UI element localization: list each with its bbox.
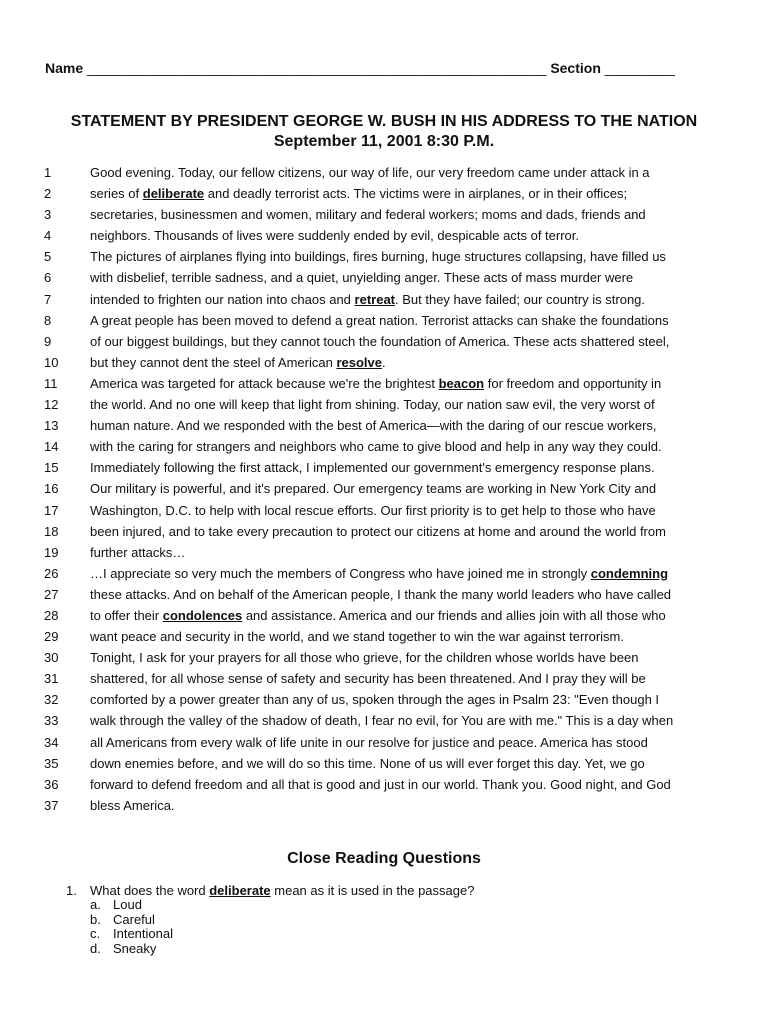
- vocab-word: condemning: [590, 565, 669, 581]
- text-segment: Tonight, I ask for your prayers for all those who grieve, for the children whose worlds have been: [90, 650, 639, 666]
- text-segment: but they cannot dent the steel of American: [90, 354, 337, 370]
- passage-line: [0, 795, 768, 816]
- passage-line: [0, 373, 768, 394]
- numbered-passage: [0, 162, 768, 816]
- passage-line: [0, 647, 768, 668]
- text-segment: with disbelief, terrible sadness, and a quiet, unyielding anger. These acts of mass murder were: [90, 270, 634, 286]
- line-number: 33: [44, 713, 59, 729]
- line-text: [90, 183, 627, 204]
- text-segment: intended to frighten our nation into chaos and: [90, 291, 355, 307]
- passage-line: [0, 415, 768, 436]
- vocab-word: beacon: [438, 375, 485, 391]
- line-number: 17: [44, 502, 59, 518]
- passage-line: [0, 394, 768, 415]
- text-segment: shattered, for all whose sense of safety and security has been threatened. And I pray they will be: [90, 671, 646, 687]
- line-number: 15: [44, 460, 59, 476]
- passage-line: [0, 162, 768, 183]
- text-segment: …I appreciate so very much the members of Congress who have joined me in strongly: [90, 565, 591, 581]
- text-segment: to offer their: [90, 607, 163, 623]
- passage-line: [0, 584, 768, 605]
- line-text: [90, 689, 659, 710]
- passage-line: [0, 689, 768, 710]
- text-segment: walk through the valley of the shadow of death, I fear no evil, for You are with me." This is a day when: [90, 713, 674, 729]
- passage-line: [0, 225, 768, 246]
- question-vocab-word: deliberate: [209, 883, 271, 898]
- option-text: Intentional: [113, 926, 173, 941]
- line-text: [90, 605, 666, 626]
- line-number: 19: [44, 544, 59, 560]
- line-number: 7: [44, 291, 52, 307]
- text-segment: want peace and security in the world, and we stand together to win the war against terrorism.: [90, 629, 625, 645]
- line-text: [90, 457, 655, 478]
- line-number: 26: [44, 565, 59, 581]
- text-segment: Our military is powerful, and it's prepared. Our emergency teams are working in New York City and: [90, 481, 657, 497]
- passage-line: [0, 352, 768, 373]
- passage-line: [0, 542, 768, 563]
- passage-line: [0, 668, 768, 689]
- option-text: Loud: [113, 897, 142, 912]
- line-text: [90, 225, 579, 246]
- line-number: 28: [44, 607, 59, 623]
- text-segment: The pictures of airplanes flying into buildings, fires burning, huge structures collapsing, have filled us: [90, 249, 666, 265]
- line-number: 36: [44, 776, 59, 792]
- passage-line: [0, 246, 768, 267]
- text-segment: of our biggest buildings, but they cannot touch the foundation of America. These acts shattered steel,: [90, 333, 670, 349]
- name-section-header: [45, 60, 705, 76]
- text-segment: A great people has been moved to defend a great nation. Terrorist attacks can shake the foundations: [90, 312, 669, 328]
- option-letter: b.: [90, 911, 101, 927]
- line-text: [90, 584, 671, 605]
- line-text: [90, 246, 666, 267]
- text-segment: for freedom and opportunity in: [484, 375, 662, 391]
- text-segment: Washington, D.C. to help with local rescue efforts. Our first priority is to get help to those who have: [90, 502, 656, 518]
- vocab-word: resolve: [336, 354, 382, 370]
- line-text: [90, 204, 646, 225]
- passage-line: [0, 774, 768, 795]
- text-segment: America was targeted for attack because we're the brightest: [90, 375, 439, 391]
- text-segment: comforted by a power greater than any of us, spoken through the ages in Psalm 23: "Even though I: [90, 692, 660, 708]
- text-segment: human nature. And we responded with the best of America—with the daring of our rescue workers,: [90, 418, 657, 434]
- line-number: 12: [44, 397, 59, 413]
- passage-line: [0, 710, 768, 731]
- line-number: 1: [44, 165, 52, 180]
- line-number: 14: [44, 439, 59, 455]
- line-number: 13: [44, 418, 59, 434]
- text-segment: Good evening. Today, our fellow citizens, our way of life, our very freedom came under attack in a: [90, 165, 650, 180]
- line-number: 30: [44, 650, 59, 666]
- vocab-word: condolences: [162, 607, 243, 623]
- passage-line: [0, 310, 768, 331]
- text-segment: series of: [90, 186, 143, 202]
- line-text: [90, 289, 645, 310]
- questions-heading: Close Reading Questions: [287, 850, 481, 867]
- line-text: [90, 162, 650, 183]
- question-text-after: mean as it is used in the passage?: [270, 883, 475, 898]
- text-segment: all Americans from every walk of life unite in our resolve for justice and peace. America has stood: [90, 734, 648, 750]
- text-segment: secretaries, businessmen and women, military and federal workers; moms and dads, friends and: [90, 207, 646, 223]
- line-text: [90, 542, 185, 563]
- line-text: [90, 394, 655, 415]
- passage-line: [0, 204, 768, 225]
- name-blank[interactable]: ___________________________________________________________: [87, 60, 547, 76]
- section-blank[interactable]: _________: [604, 60, 675, 76]
- line-number: 9: [44, 333, 52, 349]
- line-text: [90, 732, 648, 753]
- option-letter: a.: [90, 897, 101, 912]
- passage-line: [0, 267, 768, 288]
- passage-line: [0, 500, 768, 521]
- line-text: [90, 352, 386, 373]
- name-label: Name: [45, 60, 84, 76]
- text-segment: these attacks. And on behalf of the American people, I thank the many world leaders who have called: [90, 586, 672, 602]
- passage-line: [0, 436, 768, 457]
- text-segment: the world. And no one will keep that light from shining. Today, our nation saw evil, the very worst of: [90, 397, 655, 413]
- text-segment: .: [381, 354, 386, 370]
- line-text: [90, 774, 671, 795]
- passage-line: [0, 732, 768, 753]
- line-text: [90, 668, 646, 689]
- line-number: 11: [44, 375, 58, 391]
- line-text: [90, 521, 666, 542]
- line-number: 6: [44, 270, 52, 286]
- text-segment: down enemies before, and we will do so this time. None of us will ever forget this day. Yet, we go: [90, 755, 645, 771]
- text-segment: further attacks…: [90, 544, 186, 560]
- text-segment: neighbors. Thousands of lives were suddenly ended by evil, despicable acts of terror.: [90, 228, 579, 244]
- vocab-word: deliberate: [142, 186, 205, 202]
- passage-line: [0, 605, 768, 626]
- text-segment: bless America.: [90, 797, 175, 813]
- question-text-before: What does the word: [90, 883, 210, 898]
- passage-line: [0, 626, 768, 647]
- document-date: September 11, 2001 8:30 P.M.: [273, 133, 495, 150]
- line-text: [90, 647, 638, 668]
- line-number: 3: [44, 207, 52, 223]
- line-number: 37: [44, 797, 59, 813]
- line-number: 16: [44, 481, 59, 497]
- document-title: STATEMENT BY PRESIDENT GEORGE W. BUSH IN HIS ADDRESS TO THE NATION: [70, 113, 698, 130]
- line-text: [90, 310, 669, 331]
- passage-line: [0, 457, 768, 478]
- option-text: Careful: [113, 911, 155, 927]
- line-number: 8: [44, 312, 52, 328]
- passage-line: [0, 331, 768, 352]
- option-letter: d.: [90, 940, 101, 956]
- question-text: [90, 884, 474, 899]
- text-segment: and assistance. America and our friends and allies join with all those who: [242, 607, 666, 623]
- text-segment: and deadly terrorist acts. The victims were in airplanes, or in their offices;: [204, 186, 628, 202]
- option-text: Sneaky: [113, 940, 157, 956]
- line-text: [90, 563, 668, 584]
- line-text: [90, 795, 175, 816]
- text-segment: forward to defend freedom and all that is good and just in our world. Thank you. Good night, and God: [90, 776, 671, 792]
- text-segment: with the caring for strangers and neighbors who came to give blood and help in any way they could.: [90, 439, 662, 455]
- line-number: 18: [44, 523, 59, 539]
- section-label: Section: [550, 60, 601, 76]
- line-text: [90, 753, 645, 774]
- line-number: 2: [44, 186, 52, 202]
- line-number: 35: [44, 755, 59, 771]
- line-text: [90, 331, 669, 352]
- passage-line: [0, 478, 768, 499]
- text-segment: . But they have failed; our country is strong.: [395, 291, 646, 307]
- line-text: [90, 500, 656, 521]
- line-number: 4: [44, 228, 52, 244]
- text-segment: been injured, and to take every precaution to protect our citizens at home and around the world from: [90, 523, 666, 539]
- passage-line: [0, 289, 768, 310]
- passage-line: [0, 753, 768, 774]
- line-text: [90, 478, 656, 499]
- option-letter: c.: [90, 926, 101, 941]
- passage-line: [0, 563, 768, 584]
- line-number: 10: [44, 354, 59, 370]
- line-text: [90, 373, 661, 394]
- line-number: 29: [44, 629, 59, 645]
- line-text: [90, 267, 633, 288]
- line-number: 34: [44, 734, 59, 750]
- vocab-word: retreat: [354, 291, 395, 307]
- line-number: 32: [44, 692, 59, 708]
- text-segment: Immediately following the first attack, I implemented our government's emergency response plans.: [90, 460, 655, 476]
- line-text: [90, 415, 657, 436]
- line-text: [90, 710, 673, 731]
- passage-line: [0, 183, 768, 204]
- line-number: 5: [44, 249, 52, 265]
- line-number: 31: [44, 671, 59, 687]
- line-text: [90, 626, 624, 647]
- line-number: 27: [44, 586, 59, 602]
- passage-line: [0, 521, 768, 542]
- question-number: 1.: [66, 883, 77, 898]
- line-text: [90, 436, 662, 457]
